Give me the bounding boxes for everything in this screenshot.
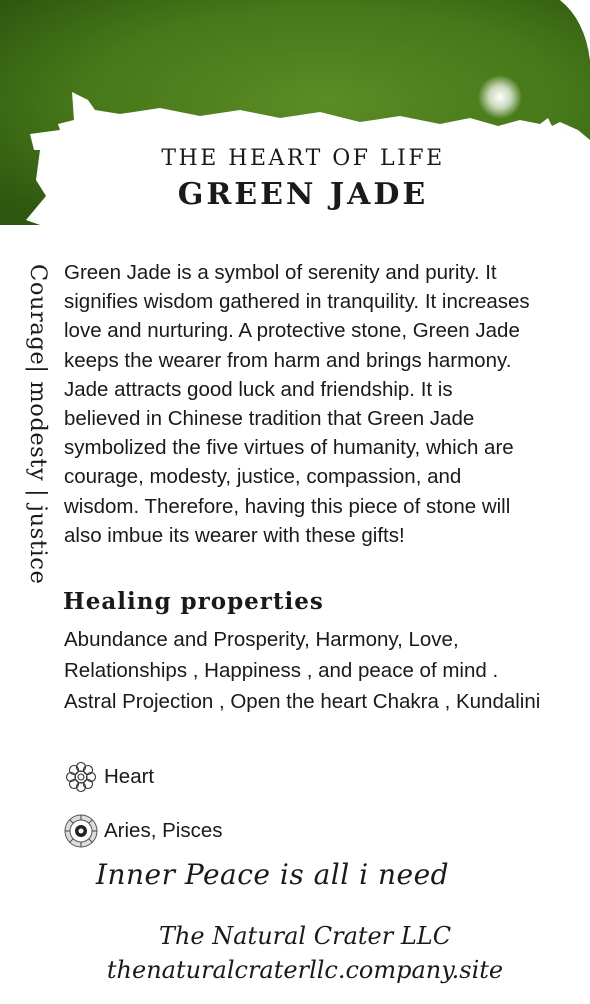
healing-properties: Abundance and Prosperity, Harmony, Love, Relationships , Happiness , and peace of mind . Astral Projection , Open the heart Chakra , Kundalini [64, 628, 541, 713]
title-block [0, 146, 590, 212]
card-subtitle: THE HEART OF LIFE [161, 146, 445, 171]
zodiac-row [64, 814, 222, 848]
virtues-side-text: Courage| modesty | justice [25, 264, 51, 585]
company-website: thenaturalcraterllc.company.site [106, 956, 504, 984]
heart-chakra-flower-icon [64, 760, 98, 794]
card-title: GREEN JADE [177, 177, 429, 212]
chakra-row [64, 760, 154, 794]
company-name: The Natural Crater LLC [158, 922, 452, 950]
stone-description: Green Jade is a symbol of serenity and purity. It signifies wisdom gathered in tranquility. It increases love and nurturing. A protective stone, Green Jade keeps the wearer from harm and brings harmony. Jade attracts good luck and friendship. It is believed in Chinese tradition that Green Jade symbolized the five virtues of humanity, which are courage, modesty, justice, compassion, and wisdom. Therefore, having this piece of stone will also imbue its wearer with these gifts! [64, 261, 530, 547]
healing-heading: Healing properties [63, 588, 324, 615]
inspirational-quote: Inner Peace is all i need [95, 858, 450, 891]
zodiac-label: Aries, Pisces [104, 819, 223, 842]
chakra-label: Heart [104, 765, 155, 788]
zodiac-wheel-icon [64, 814, 98, 848]
virtues-side-tag [21, 264, 51, 654]
